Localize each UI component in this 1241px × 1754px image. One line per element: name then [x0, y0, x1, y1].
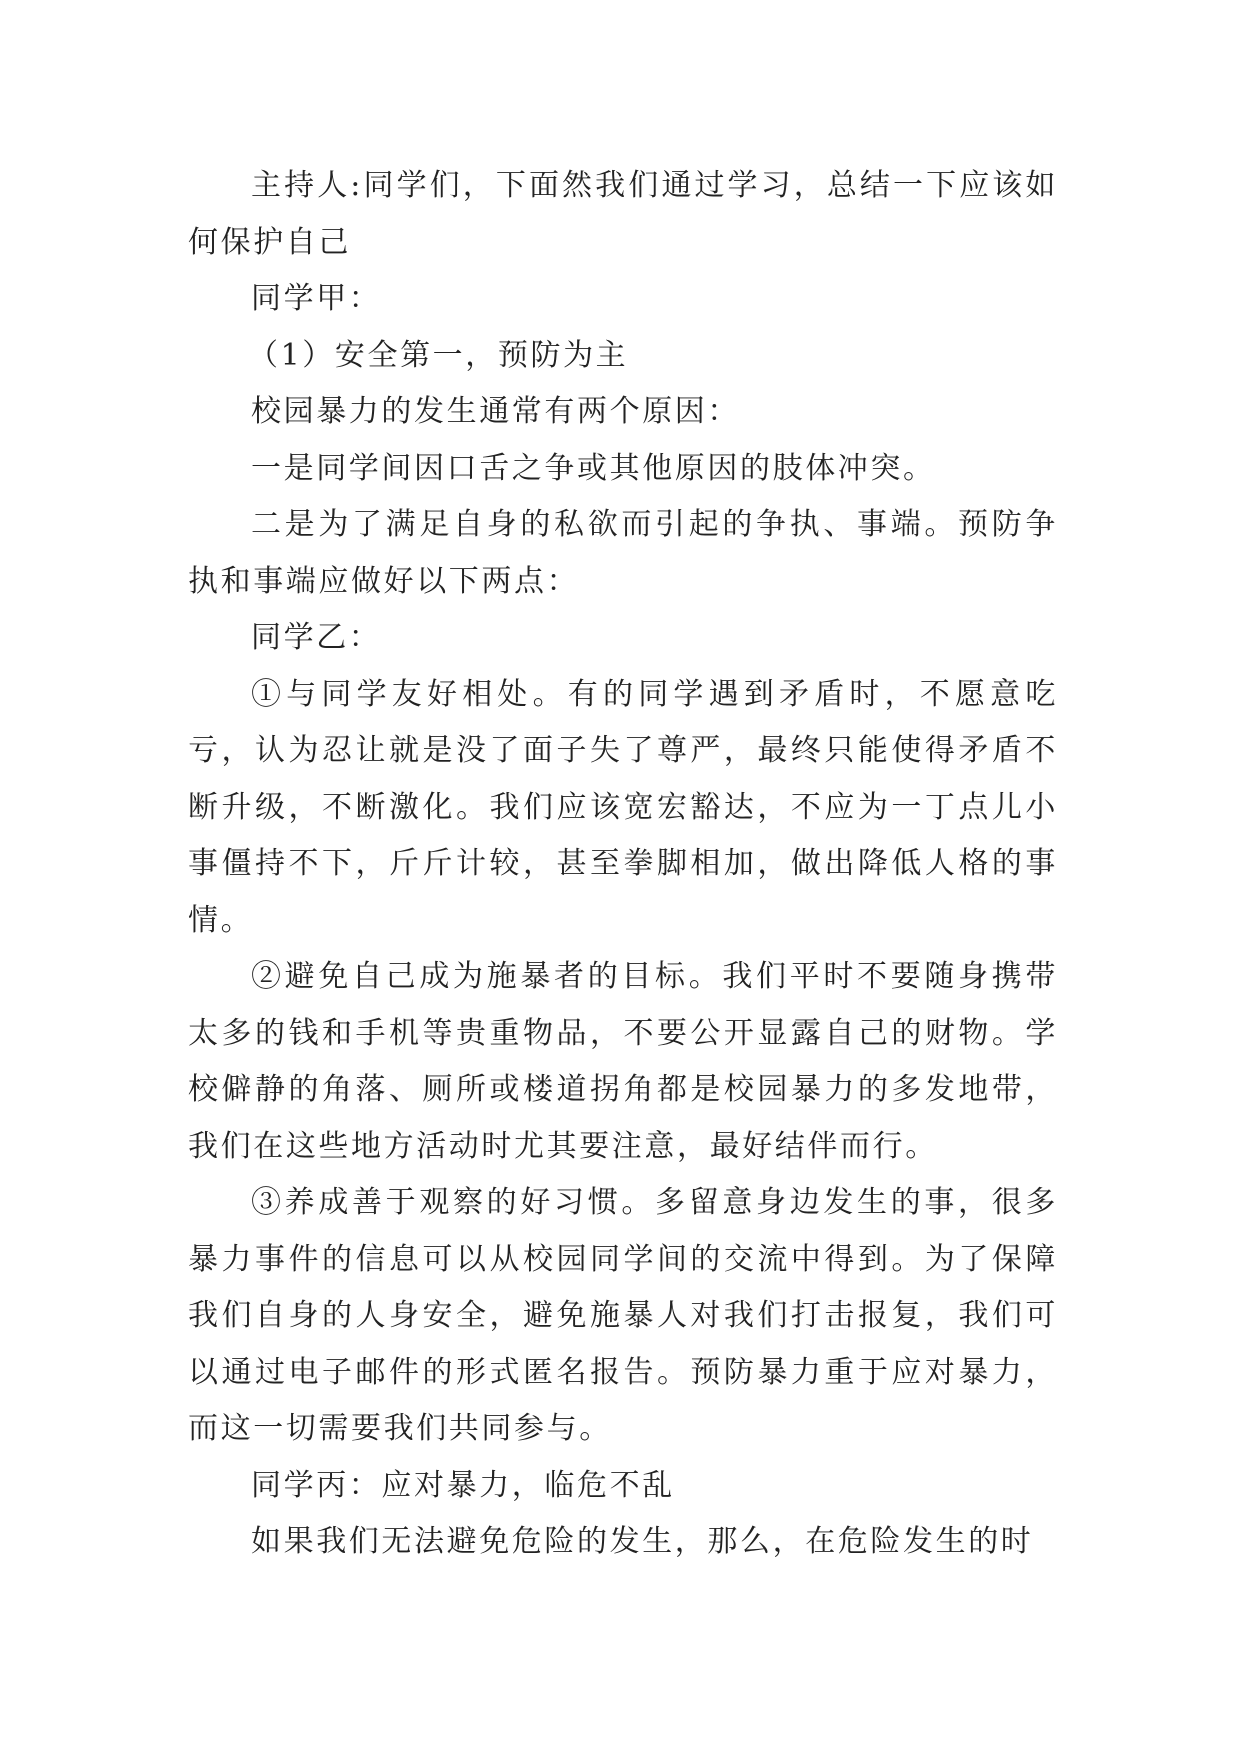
document-body [188, 158, 1058, 1571]
paragraph-point-two: ②避免自己成为施暴者的目标。我们平时不要随身携带太多的钱和手机等贵重物品，不要公开显露自己的财物。学校僻静的角落、厕所或楼道拐角都是校园暴力的多发地带，我们在这些地方活动时尤其要注意，最好结伴而行。 [188, 959, 1058, 1164]
paragraph-cause-two: 二是为了满足自身的私欲而引起的争执、事端。预防争执和事端应做好以下两点： [188, 507, 1058, 599]
paragraph-student-b-label: 同学乙： [251, 620, 382, 655]
paragraph-student-a-label: 同学甲： [251, 281, 382, 316]
paragraph-safety-first-heading: （1）安全第一，预防为主 [248, 337, 629, 373]
paragraph-cause-one: 一是同学间因口舌之争或其他原因的肢体冲突。 [251, 450, 936, 486]
paragraph-causes-intro: 校园暴力的发生通常有两个原因： [251, 394, 740, 429]
paragraph-host-intro: 主持人:同学们，下面然我们通过学习，总结一下应该如何保护自己 [188, 168, 1058, 260]
paragraph-point-three: ③养成善于观察的好习惯。多留意身边发生的事，很多暴力事件的信息可以从校园同学间的交流中得到。为了保障我们自身的人身安全，避免施暴人对我们打击报复，我们可以通过电子邮件的形式匿名报告。预防暴力重于应对暴力，而这一切需要我们共同参与。 [188, 1185, 1058, 1446]
paragraph-point-one: ①与同学友好相处。有的同学遇到矛盾时，不愿意吃亏，认为忍让就是没了面子失了尊严，最终只能使得矛盾不断升级，不断激化。我们应该宽宏豁达，不应为一丁点儿小事僵持不下，斤斤计较，甚至拳脚相加，做出降低人格的事情。 [188, 676, 1058, 938]
paragraph-student-c-label: 同学丙：应对暴力，临危不乱 [251, 1467, 675, 1503]
paragraph-danger-response: 如果我们无法避免危险的发生，那么，在危险发生的时 [251, 1524, 1034, 1559]
